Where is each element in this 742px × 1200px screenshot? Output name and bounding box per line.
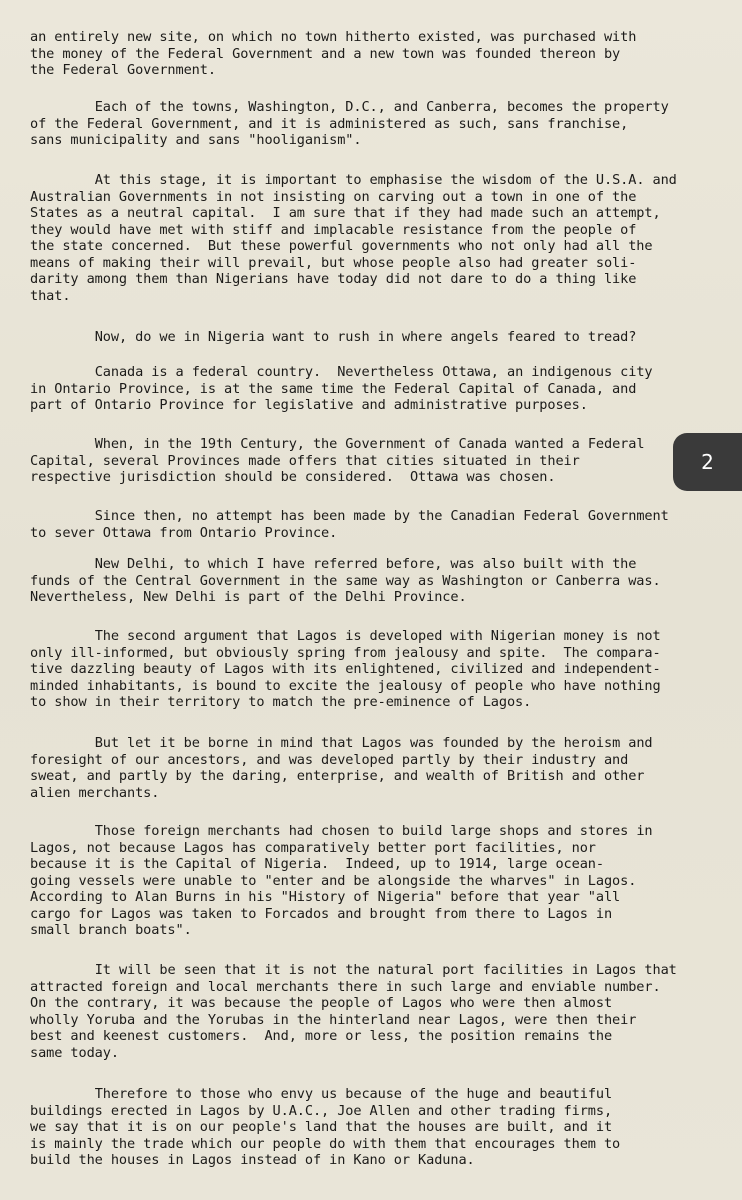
paragraph-8: New Delhi, to which I have referred before, was also built with the funds of the Central Government in the same way as Washington or Canberra was. Nevertheless, New Delhi is part of the Delhi Province. [30, 556, 661, 605]
paragraph-12: It will be seen that it is not the natural port facilities in Lagos that attracted foreign and local merchants there in such large and enviable number. On the contrary, it was because the people of Lagos who were then almost wholly Yoruba and the Yorubas in the hinterland near Lagos, were then their best and keenest customers. And, more or less, the position remains the same today. [30, 962, 677, 1061]
paragraph-4: Now, do we in Nigeria want to rush in where angels feared to tread? [30, 329, 637, 345]
paragraph-5: Canada is a federal country. Nevertheless Ottawa, an indigenous city in Ontario Province, is at the same time the Federal Capital of Canada, and part of Ontario Province for legislative and administrative purposes. [30, 364, 653, 413]
paragraph-10: But let it be borne in mind that Lagos was founded by the heroism and foresight of our ancestors, and was developed partly by their industry and sweat, and partly by the daring, enterprise, and wealth of British and other alien merchants. [30, 735, 653, 801]
paragraph-2: Each of the towns, Washington, D.C., and Canberra, becomes the property of the Federal Government, and it is administered as such, sans franchise, sans municipality and sans "hooliganism". [30, 99, 669, 148]
paragraph-6: When, in the 19th Century, the Government of Canada wanted a Federal Capital, several Provinces made offers that cities situated in their respective jurisdiction should be considered. Ottawa was chosen. [30, 436, 645, 485]
page-number-badge[interactable]: 2 [673, 433, 742, 491]
paragraph-3: At this stage, it is important to emphasise the wisdom of the U.S.A. and Australian Governments in not insisting on carving out a town in one of the States as a neutral capital. I am sure that if they had made such an attempt, they would have met with stiff and implacable resistance from the people of the state concerned. But these powerful governments who not only had all the means of making their will prevail, but whose people also had greater soli- darity among them than Nigerians have today did not dare to do a thing like that. [30, 172, 677, 304]
paragraph-9: The second argument that Lagos is developed with Nigerian money is not only ill-informed, but obviously spring from jealousy and spite. The compara- tive dazzling beauty of Lagos with its enlightened, civilized and independent- minded inhabitants, is bound to excite the jealousy of people who have nothing to show in their territory to match the pre-eminence of Lagos. [30, 628, 661, 710]
paragraph-7: Since then, no attempt has been made by the Canadian Federal Government to sever Ottawa from Ontario Province. [30, 508, 669, 541]
paragraph-11: Those foreign merchants had chosen to build large shops and stores in Lagos, not because Lagos has comparatively better port facilities, nor because it is the Capital of Nigeria. Indeed, up to 1914, large ocean- going vessels were unable to "enter and be alongside the wharves" in Lagos. According to Alan Burns in his "History of Nigeria" before that year "all cargo for Lagos was taken to Forcados and brought from there to Lagos in small branch boats". [30, 823, 653, 938]
paragraph-1: an entirely new site, on which no town hitherto existed, was purchased with the money of the Federal Government and a new town was founded thereon by the Federal Government. [30, 29, 637, 78]
paragraph-13: Therefore to those who envy us because of the huge and beautiful buildings erected in Lagos by U.A.C., Joe Allen and other trading firms, we say that it is on our people's land that the houses are built, and it is mainly the trade which our people do with them that encourages them to build the houses in Lagos instead of in Kano or Kaduna. [30, 1086, 621, 1168]
